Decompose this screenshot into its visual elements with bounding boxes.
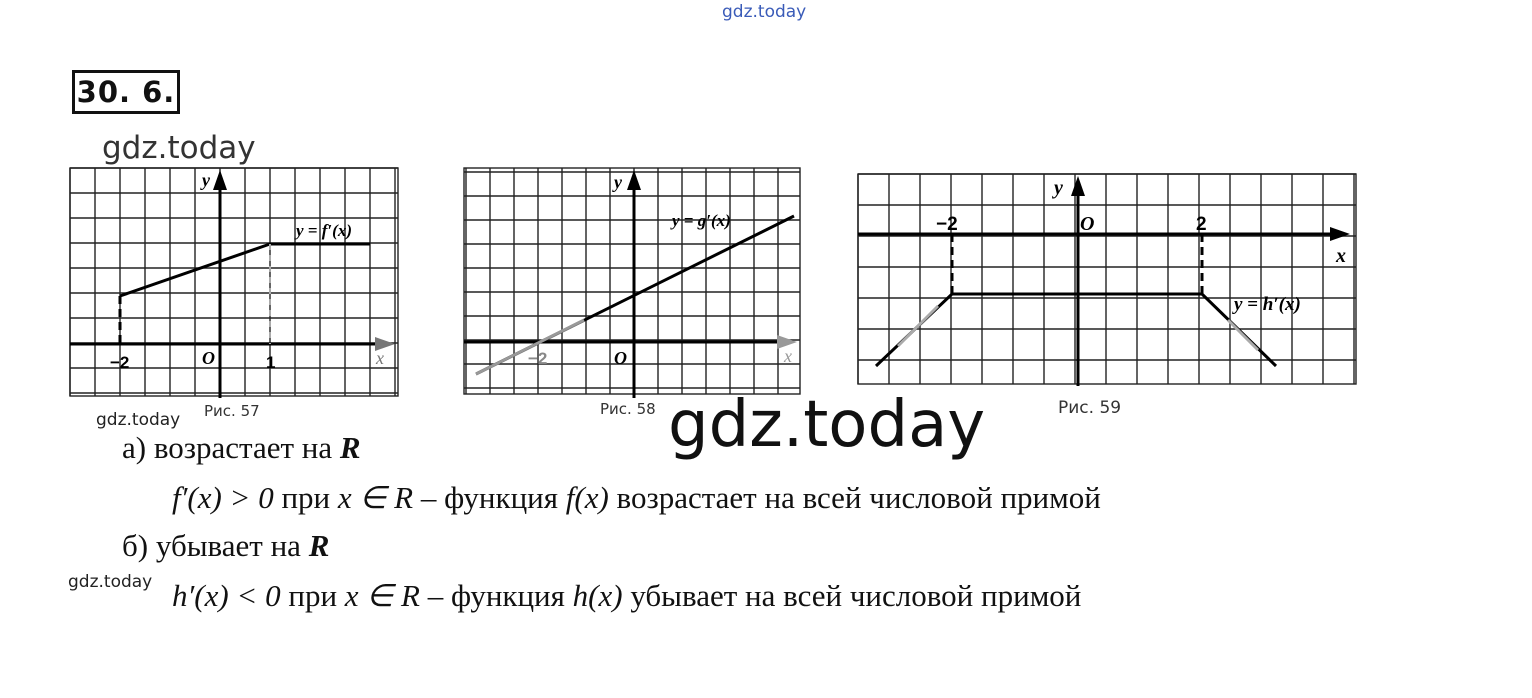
function-line-faded — [1228, 320, 1258, 350]
tick-label: −2 — [936, 214, 958, 235]
x-axis-label: x — [1336, 245, 1346, 267]
math-expression: h′(x) < 0 — [172, 578, 281, 613]
figure-59-graph — [858, 174, 1358, 386]
figure-57-graph — [70, 168, 400, 398]
watermark: gdz.today — [68, 572, 153, 592]
answer-a-explanation — [172, 478, 1101, 518]
function-label: y = g′(x) — [672, 211, 731, 230]
answer-a-marker: а) — [122, 430, 147, 465]
watermark-top: gdz.today — [722, 2, 807, 22]
y-axis-arrow — [213, 170, 227, 190]
figure-58-graph — [464, 168, 804, 398]
origin-label: O — [1080, 213, 1095, 235]
grid — [858, 174, 1356, 384]
answer-a-set: R — [339, 430, 361, 465]
math-expression: x ∈ R — [337, 480, 414, 515]
answer-b-explanation — [172, 576, 1081, 616]
figure-caption: Рис. 57 — [204, 402, 260, 420]
tick-label: 2 — [1196, 214, 1207, 235]
y-axis-label: y — [202, 170, 210, 190]
tick-label: 1 — [266, 353, 276, 372]
text: убывает на всей числовой примой — [622, 578, 1082, 613]
text: при — [273, 480, 338, 515]
math-expression: f(x) — [565, 480, 609, 515]
y-axis-label: y — [614, 172, 622, 192]
text: возрастает на всей числовой примой — [608, 480, 1101, 515]
function-label: y = h′(x) — [1234, 294, 1301, 315]
math-expression: x ∈ R — [344, 578, 420, 613]
origin-label: O — [614, 348, 627, 368]
math-expression: h(x) — [572, 578, 623, 613]
answer-b-marker: б) — [122, 528, 149, 563]
watermark: gdz.today — [102, 130, 256, 166]
figure-caption: Рис. 59 — [1058, 398, 1122, 418]
text: – функция — [413, 480, 566, 515]
text: – функция — [420, 578, 573, 613]
math-expression: f′(x) > 0 — [172, 480, 274, 515]
x-axis-label: x — [784, 346, 792, 366]
x-axis-arrow — [1330, 227, 1350, 241]
answer-a-text: возрастает на — [153, 430, 340, 465]
answer-b-line — [122, 526, 329, 566]
function-line — [876, 294, 1276, 366]
watermark: gdz.today — [96, 410, 181, 430]
origin-label: O — [202, 348, 215, 368]
y-axis-arrow — [1071, 176, 1085, 196]
figure-caption: Рис. 58 — [600, 400, 656, 418]
answer-a-line — [122, 428, 361, 468]
problem-number: 30. 6. — [72, 70, 180, 114]
x-axis-label: x — [376, 348, 384, 368]
y-axis-arrow — [627, 170, 641, 190]
watermark-large: gdz.today — [668, 388, 986, 462]
grid — [464, 168, 800, 394]
tick-label: −2 — [110, 353, 130, 372]
function-line-faded — [898, 306, 938, 346]
answer-b-text: убывает на — [155, 528, 309, 563]
tick-label: −2 — [528, 349, 548, 368]
text: при — [280, 578, 345, 613]
y-axis-label: y — [1054, 177, 1063, 199]
answer-b-set: R — [308, 528, 330, 563]
function-label: y = f′(x) — [296, 221, 352, 240]
